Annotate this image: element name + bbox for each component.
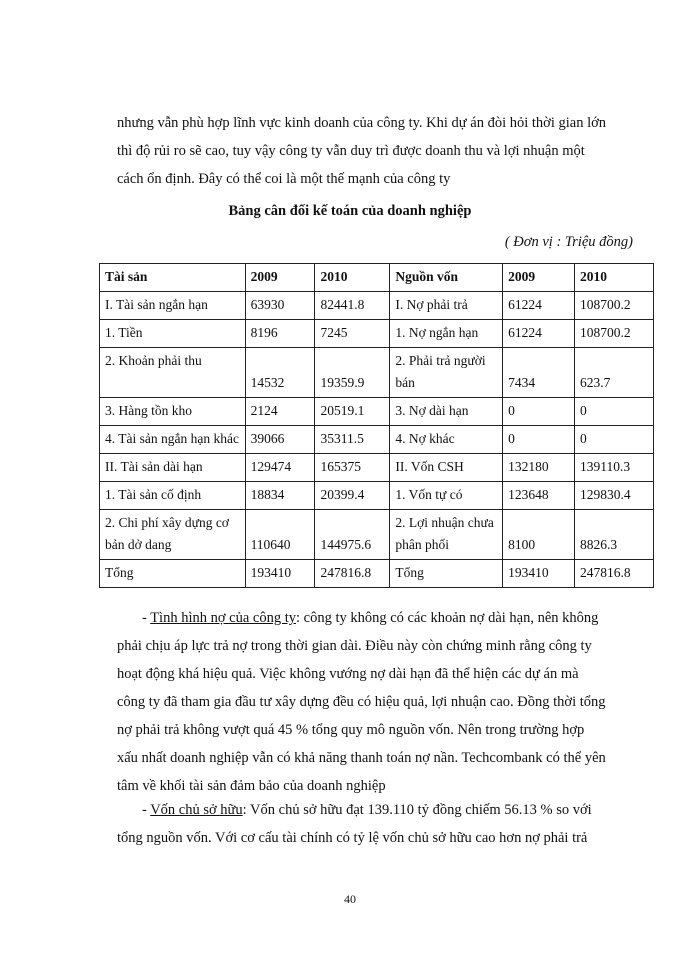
table-cell: 623.7 bbox=[575, 348, 654, 398]
table-cell: 165375 bbox=[315, 454, 390, 482]
table-cell: Tổng bbox=[390, 560, 503, 588]
table-cell: 2. Phải trả người bán bbox=[390, 348, 503, 398]
table-row bbox=[100, 398, 654, 426]
table-cell: 129830.4 bbox=[575, 482, 654, 510]
table-row bbox=[100, 482, 654, 510]
balance-sheet-table bbox=[99, 263, 654, 588]
debt-line: hoạt động khá hiệu quả. Việc không vướng nợ dài hạn đã thể hiện các dự án mà bbox=[117, 666, 579, 682]
table-cell: 39066 bbox=[245, 426, 315, 454]
table-cell: 193410 bbox=[245, 560, 315, 588]
table-cell: 8100 bbox=[503, 510, 575, 560]
header-assets: Tài sản bbox=[100, 264, 246, 292]
intro-line: thì độ rủi ro sẽ cao, tuy vậy công ty vẫn duy trì được doanh thu và lợi nhuận một bbox=[117, 143, 585, 159]
table-cell: I. Nợ phải trả bbox=[390, 292, 503, 320]
table-cell: 61224 bbox=[503, 292, 575, 320]
table-cell: 129474 bbox=[245, 454, 315, 482]
debt-line: xấu nhất doanh nghiệp vẫn có khả năng thanh toán nợ nần. Techcombank có thể yên bbox=[117, 750, 606, 766]
table-cell: 4. Tài sản ngắn hạn khác bbox=[100, 426, 246, 454]
table-cell: 247816.8 bbox=[575, 560, 654, 588]
table-cell: 0 bbox=[575, 398, 654, 426]
debt-line: phải chịu áp lực trả nợ trong thời gian dài. Điều này còn chứng minh rằng công ty bbox=[117, 638, 592, 654]
table-unit: ( Đơn vị : Triệu đồng) bbox=[504, 234, 633, 250]
table-cell: Tổng bbox=[100, 560, 246, 588]
table-row bbox=[100, 320, 654, 348]
debt-line: tâm về khối tài sản đảm bảo của doanh nghiệp bbox=[117, 778, 386, 794]
table-cell: 2. Lợi nhuận chưa phân phối bbox=[390, 510, 503, 560]
table-cell: 82441.8 bbox=[315, 292, 390, 320]
table-cell: 20519.1 bbox=[315, 398, 390, 426]
equity-line: : Vốn chủ sở hữu đạt 139.110 tỷ đồng chiếm 56.13 % so với bbox=[242, 802, 592, 818]
table-cell: 8826.3 bbox=[575, 510, 654, 560]
table-cell: 8196 bbox=[245, 320, 315, 348]
table-row bbox=[100, 454, 654, 482]
header-2010: 2010 bbox=[575, 264, 654, 292]
header-2009: 2009 bbox=[503, 264, 575, 292]
header-2010: 2010 bbox=[315, 264, 390, 292]
table-cell: 108700.2 bbox=[575, 292, 654, 320]
table-cell: I. Tài sản ngắn hạn bbox=[100, 292, 246, 320]
table-cell: II. Vốn CSH bbox=[390, 454, 503, 482]
table-cell: 14532 bbox=[245, 348, 315, 398]
table-row bbox=[100, 510, 654, 560]
table-cell: 1. Tài sản cố định bbox=[100, 482, 246, 510]
table-cell: 18834 bbox=[245, 482, 315, 510]
table-cell: 19359.9 bbox=[315, 348, 390, 398]
table-cell: 1. Tiền bbox=[100, 320, 246, 348]
table-cell: 0 bbox=[575, 426, 654, 454]
table-cell: 139110.3 bbox=[575, 454, 654, 482]
table-header-row bbox=[100, 264, 654, 292]
table-cell: 1. Nợ ngắn hạn bbox=[390, 320, 503, 348]
debt-line: công ty đã tham gia đầu tư xây dựng đều có hiệu quả, lợi nhuận cao. Đồng thời tổng bbox=[117, 694, 606, 710]
table-cell: 7245 bbox=[315, 320, 390, 348]
table-cell: 0 bbox=[503, 426, 575, 454]
table-title: Bảng cân đối kế toán của doanh nghiệp bbox=[228, 203, 472, 219]
debt-first-line bbox=[117, 604, 633, 632]
equity-heading: Vốn chủ sở hữu bbox=[150, 802, 243, 818]
table-cell: 0 bbox=[503, 398, 575, 426]
table-cell: 63930 bbox=[245, 292, 315, 320]
table-cell: 144975.6 bbox=[315, 510, 390, 560]
table-cell: 7434 bbox=[503, 348, 575, 398]
intro-paragraph bbox=[117, 109, 633, 193]
debt-heading: Tình hình nợ của công ty bbox=[150, 610, 296, 626]
table-row bbox=[100, 348, 654, 398]
table-cell: 110640 bbox=[245, 510, 315, 560]
table-cell: 132180 bbox=[503, 454, 575, 482]
header-sources: Nguồn vốn bbox=[390, 264, 503, 292]
table-row bbox=[100, 426, 654, 454]
equity-line: tổng nguồn vốn. Với cơ cấu tài chính có tỷ lệ vốn chủ sở hữu cao hơn nợ phải trả bbox=[117, 830, 588, 846]
table-cell: 193410 bbox=[503, 560, 575, 588]
equity-paragraph bbox=[117, 796, 633, 852]
debt-line: : công ty không có các khoản nợ dài hạn, nên không bbox=[296, 610, 599, 626]
table-cell: 1. Vốn tự có bbox=[390, 482, 503, 510]
table-cell: 3. Nợ dài hạn bbox=[390, 398, 503, 426]
bullet-dash: - bbox=[142, 610, 151, 626]
table-cell: 108700.2 bbox=[575, 320, 654, 348]
table-row bbox=[100, 292, 654, 320]
debt-line: nợ phải trả không vượt quá 45 % tổng quy mô nguồn vốn. Nên trong trường hợp bbox=[117, 722, 585, 738]
equity-first-line bbox=[117, 796, 633, 824]
intro-line: cách ổn định. Đây có thể coi là một thế mạnh của công ty bbox=[117, 171, 451, 187]
table-cell: 4. Nợ khác bbox=[390, 426, 503, 454]
intro-line: nhưng vẫn phù hợp lĩnh vực kinh doanh của công ty. Khi dự án đòi hỏi thời gian lớn bbox=[117, 115, 607, 131]
bullet-dash: - bbox=[142, 802, 151, 818]
table-cell: 35311.5 bbox=[315, 426, 390, 454]
table-cell: 3. Hàng tồn kho bbox=[100, 398, 246, 426]
table-cell: 2124 bbox=[245, 398, 315, 426]
header-2009: 2009 bbox=[245, 264, 315, 292]
debt-paragraph bbox=[117, 604, 633, 800]
table-cell: 247816.8 bbox=[315, 560, 390, 588]
table-row-total bbox=[100, 560, 654, 588]
table-cell: 123648 bbox=[503, 482, 575, 510]
table-cell: II. Tài sản dài hạn bbox=[100, 454, 246, 482]
page-number: 40 bbox=[344, 892, 356, 906]
table-cell: 20399.4 bbox=[315, 482, 390, 510]
table-cell: 61224 bbox=[503, 320, 575, 348]
table-cell: 2. Khoản phải thu bbox=[100, 348, 246, 398]
table-cell: 2. Chi phí xây dựng cơ bản dở dang bbox=[100, 510, 246, 560]
